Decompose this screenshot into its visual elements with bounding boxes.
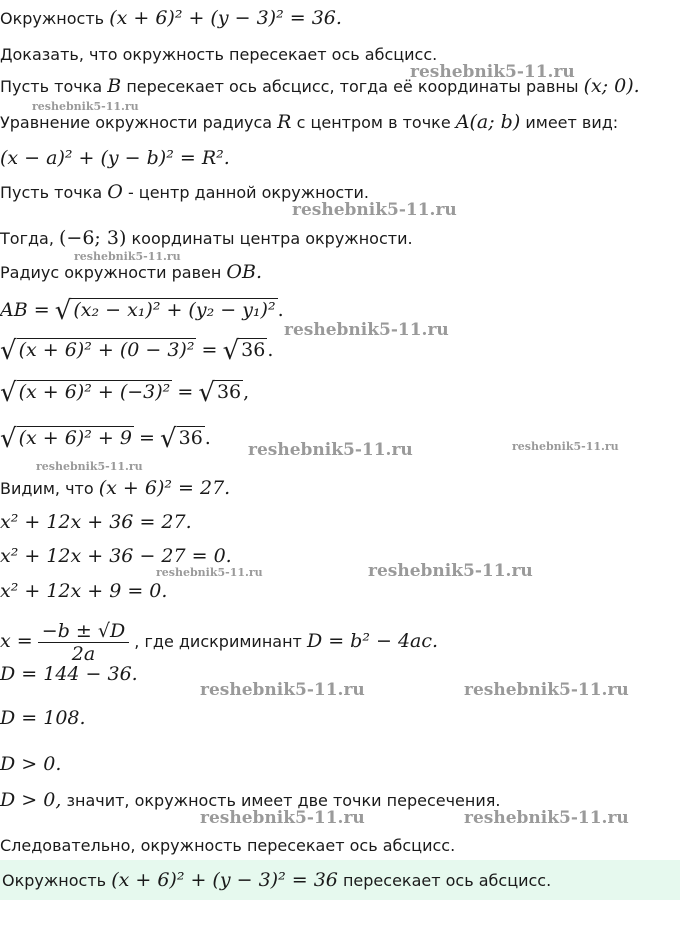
math: (x + 6)² + 9 bbox=[18, 427, 132, 449]
line-see-that bbox=[0, 478, 230, 499]
line-general-equation bbox=[0, 148, 230, 169]
sqrt-icon: √ bbox=[0, 424, 17, 454]
text: Уравнение окружности радиуса bbox=[0, 113, 273, 132]
math: (x + 6)² + (−3)² bbox=[18, 381, 171, 403]
math: (x + 6)² = 27. bbox=[98, 477, 231, 499]
math: = bbox=[177, 381, 194, 403]
answer-box bbox=[0, 860, 680, 900]
math: (x₂ − x₁)² + (y₂ − y₁)² bbox=[73, 299, 276, 321]
math: 36 bbox=[241, 339, 266, 361]
sqrt-icon: √ bbox=[54, 296, 72, 326]
text: координаты центра окружности. bbox=[131, 229, 413, 248]
math: D = b² − 4ac. bbox=[306, 630, 439, 652]
line-center-coords bbox=[0, 228, 413, 249]
watermark: reshebnik5-11.ru bbox=[200, 680, 365, 700]
math: D = 144 − 36. bbox=[0, 663, 138, 685]
watermark: reshebnik5-11.ru bbox=[368, 561, 533, 581]
text: пересекает ось абсцисс. bbox=[342, 871, 552, 890]
watermark: reshebnik5-11.ru bbox=[200, 808, 365, 828]
math: D > 0. bbox=[0, 753, 62, 775]
watermark: reshebnik5-11.ru bbox=[410, 62, 575, 82]
math: x² + 12x + 36 = 27. bbox=[0, 511, 192, 533]
math: (x; 0). bbox=[583, 75, 640, 97]
text: Следовательно, окружность пересекает ось абсцисс. bbox=[0, 836, 456, 855]
sqrt-icon: √ bbox=[0, 336, 17, 366]
watermark: reshebnik5-11.ru bbox=[464, 680, 629, 700]
text: Пусть точка bbox=[0, 183, 103, 202]
denominator: 2a bbox=[71, 643, 96, 665]
math: . bbox=[267, 339, 274, 361]
watermark: reshebnik5-11.ru bbox=[284, 320, 449, 340]
line-eq-3 bbox=[0, 581, 167, 602]
math: x = bbox=[0, 630, 33, 652]
math: D = 108. bbox=[0, 707, 86, 729]
text: Тогда, bbox=[0, 229, 54, 248]
line-eq-2 bbox=[0, 546, 232, 567]
text: значит, окружность имеет две точки пересечения. bbox=[66, 791, 501, 810]
line-sqrt-3 bbox=[0, 424, 211, 454]
text: Видим, что bbox=[0, 479, 94, 498]
watermark: reshebnik5-11.ru bbox=[464, 808, 629, 828]
math: , bbox=[243, 381, 250, 403]
math: (x + 6)² + (0 − 3)² bbox=[18, 339, 195, 361]
text: , где дискриминант bbox=[134, 632, 302, 651]
math: = bbox=[201, 339, 218, 361]
math: = bbox=[139, 427, 155, 449]
sqrt-icon: √ bbox=[198, 378, 215, 408]
math: (x − a)² + (y − b)² = R². bbox=[0, 147, 230, 169]
line-eq-1 bbox=[0, 512, 192, 533]
math: R bbox=[277, 111, 292, 133]
fraction bbox=[38, 620, 129, 665]
watermark: reshebnik5-11.ru bbox=[74, 250, 181, 263]
line-conclusion bbox=[0, 836, 455, 856]
text: Пусть точка bbox=[0, 77, 103, 96]
line-d-1 bbox=[0, 664, 138, 685]
math: OB. bbox=[226, 261, 262, 283]
watermark: reshebnik5-11.ru bbox=[156, 566, 263, 579]
line-task bbox=[0, 45, 437, 65]
text: Окружность bbox=[2, 871, 107, 890]
watermark: reshebnik5-11.ru bbox=[32, 100, 139, 113]
text: с центром в точке bbox=[296, 113, 451, 132]
math: AB = bbox=[0, 299, 50, 321]
line-d-3 bbox=[0, 754, 61, 775]
math: 36 bbox=[216, 381, 242, 403]
math: . bbox=[277, 299, 284, 321]
math: A(a; b) bbox=[455, 111, 521, 133]
line-sqrt-2 bbox=[0, 378, 250, 408]
math: x² + 12x + 9 = 0. bbox=[0, 580, 168, 602]
numerator: −b ± √D bbox=[38, 620, 129, 643]
text: Доказать, что окружность пересекает ось абсцисс. bbox=[0, 45, 438, 64]
math: O bbox=[107, 181, 123, 203]
math: D > 0, bbox=[0, 789, 62, 811]
sqrt-icon: √ bbox=[160, 424, 177, 454]
math: 36 bbox=[178, 427, 203, 449]
text: пересекает ось абсцисс, тогда её координаты равны bbox=[126, 77, 579, 96]
line-sqrt-1 bbox=[0, 336, 274, 366]
line-problem bbox=[0, 8, 342, 29]
text: имеет вид: bbox=[525, 113, 619, 132]
sqrt-icon: √ bbox=[222, 336, 240, 366]
watermark: reshebnik5-11.ru bbox=[292, 200, 457, 220]
line-distance-formula bbox=[0, 296, 284, 326]
line-d-2 bbox=[0, 708, 86, 729]
line-quadratic-formula bbox=[0, 620, 438, 665]
math: x² + 12x + 36 − 27 = 0. bbox=[0, 545, 232, 567]
sqrt-icon: √ bbox=[0, 378, 17, 408]
math: (x + 6)² + (y − 3)² = 36. bbox=[109, 7, 342, 29]
math: . bbox=[204, 427, 211, 449]
watermark: reshebnik5-11.ru bbox=[248, 440, 413, 460]
math: B bbox=[107, 75, 122, 97]
line-equation-form bbox=[0, 112, 618, 133]
text: - центр данной окружности. bbox=[127, 183, 369, 202]
math: (−6; 3) bbox=[59, 227, 127, 249]
text: Радиус окружности равен bbox=[0, 263, 222, 282]
text: Окружность bbox=[0, 9, 105, 28]
watermark: reshebnik5-11.ru bbox=[512, 440, 619, 453]
line-answer bbox=[2, 870, 551, 891]
watermark: reshebnik5-11.ru bbox=[36, 460, 143, 473]
math: (x + 6)² + (y − 3)² = 36 bbox=[111, 869, 338, 891]
line-radius bbox=[0, 262, 262, 283]
